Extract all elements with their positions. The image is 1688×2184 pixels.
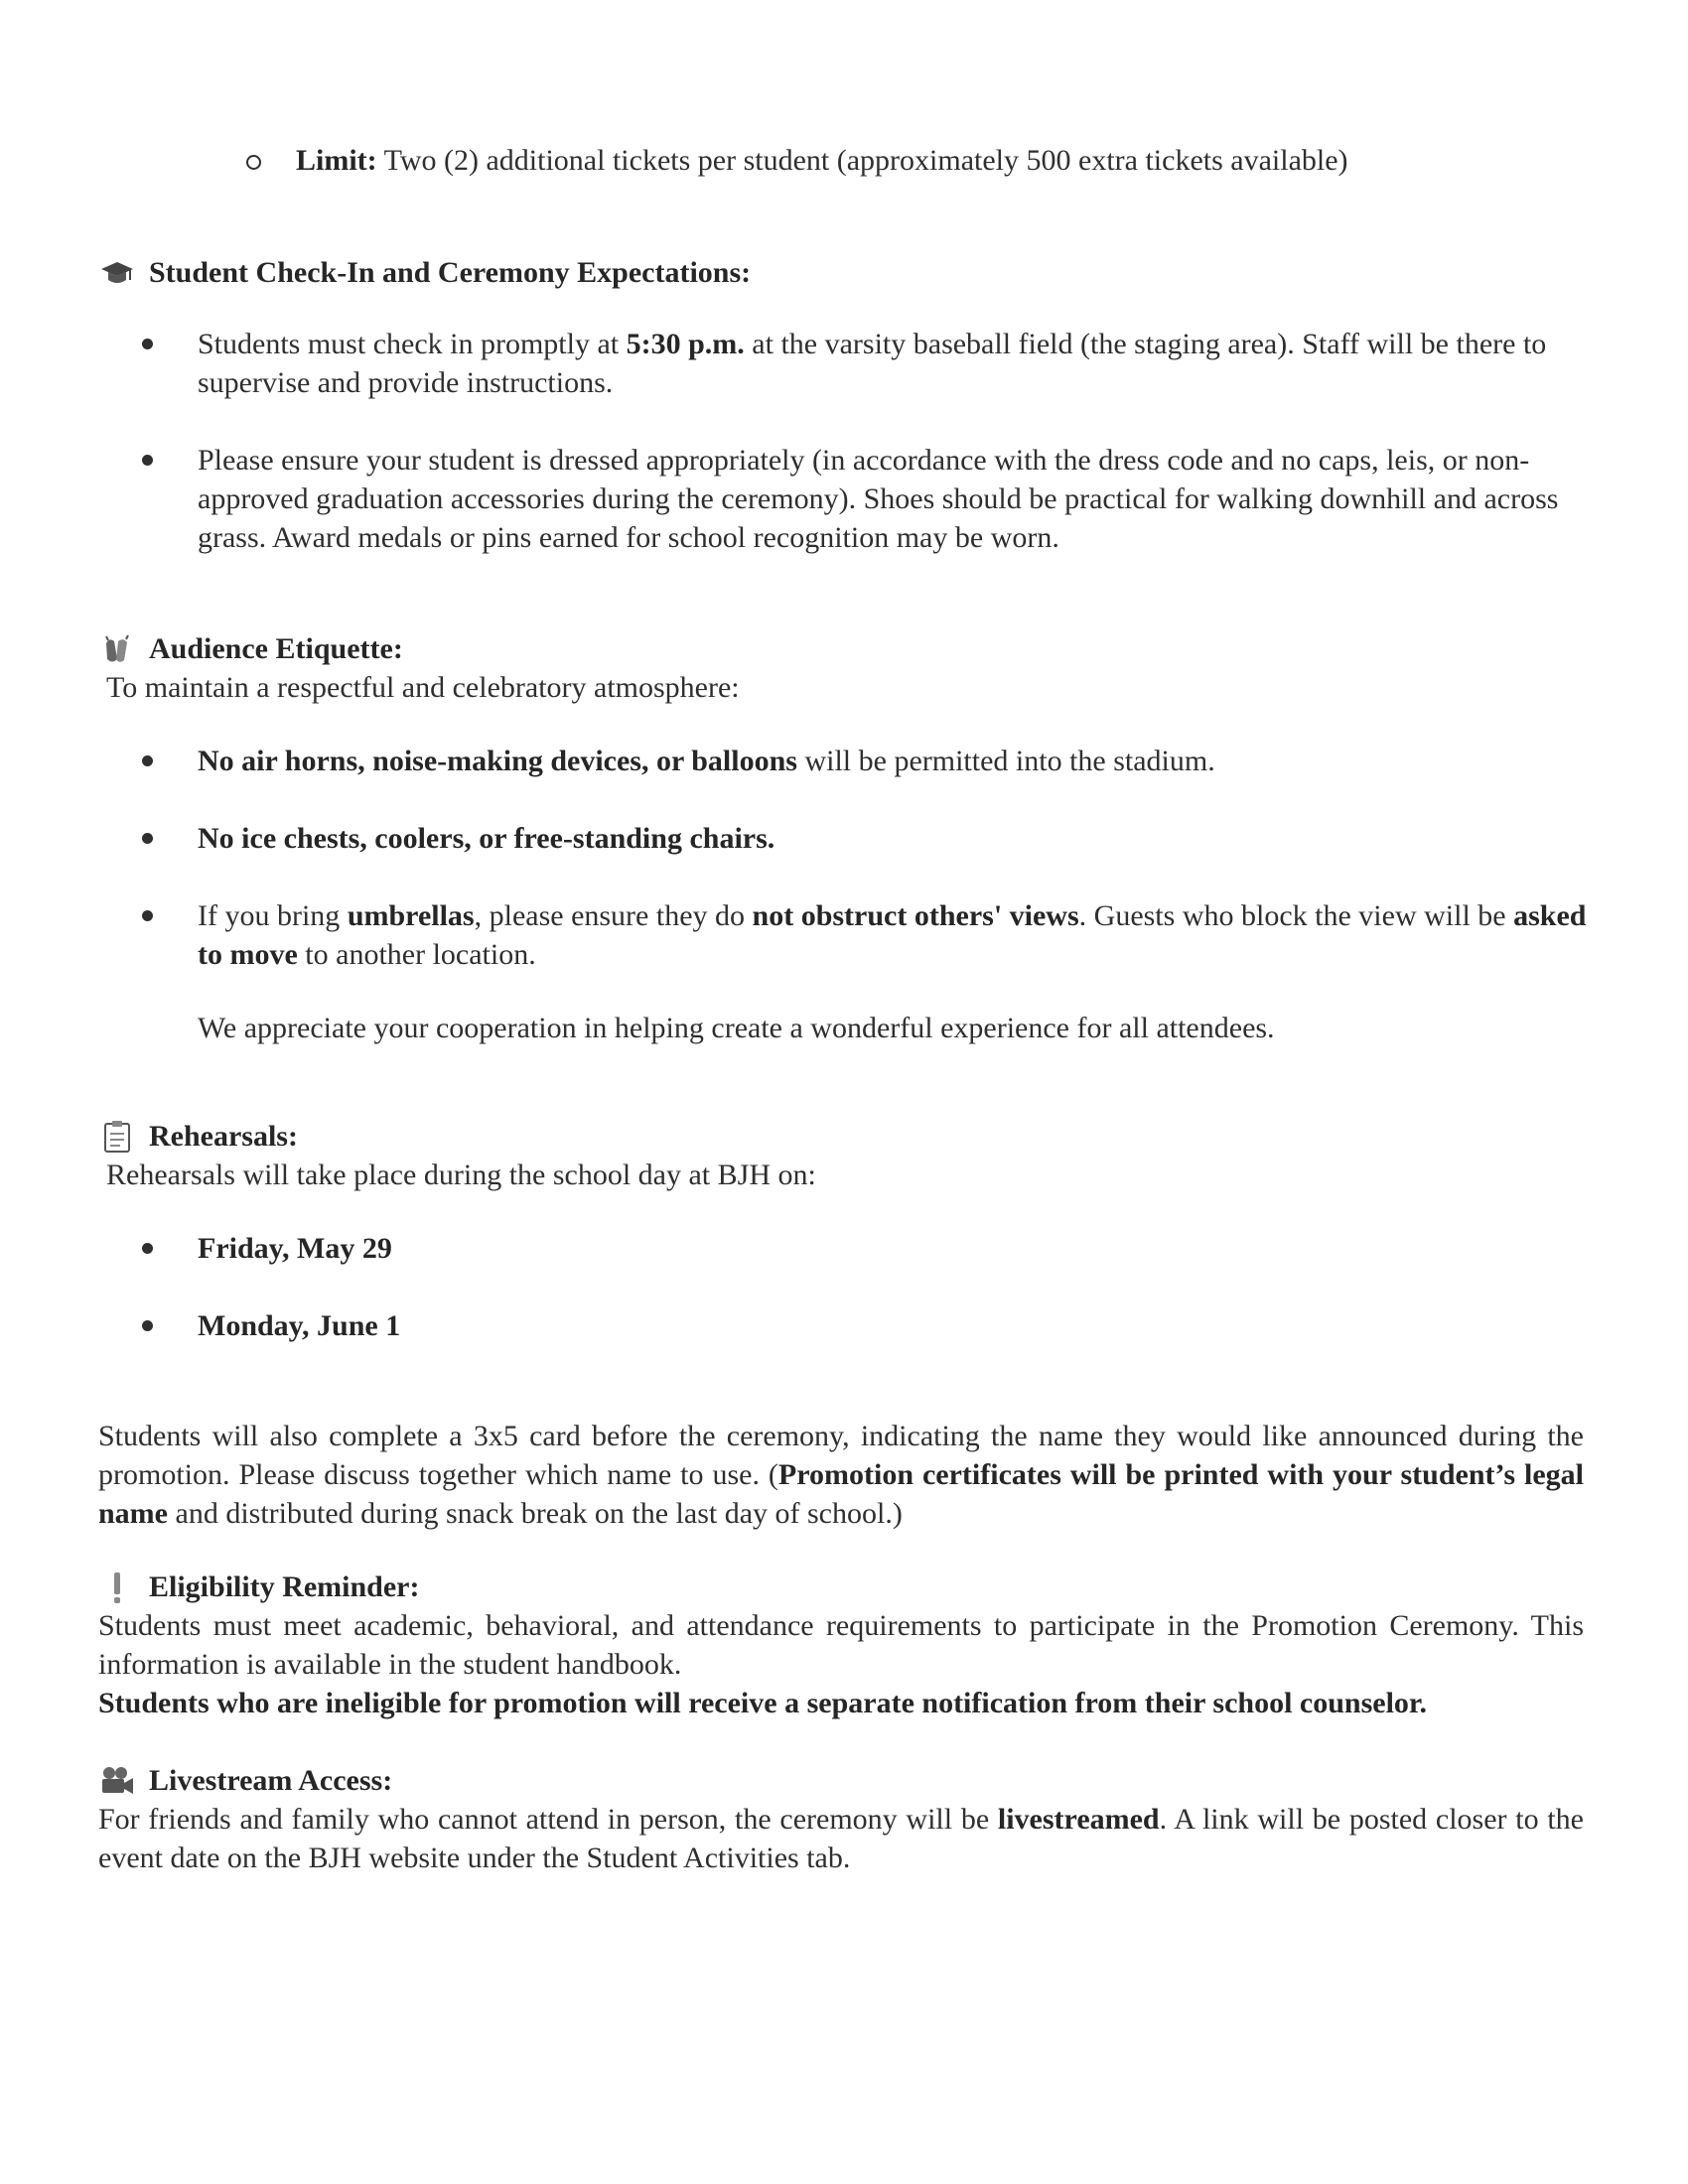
hollow-bullet-icon <box>246 155 261 170</box>
exclamation-icon <box>99 1570 135 1605</box>
livestream-heading <box>99 1761 392 1800</box>
bullet-icon <box>142 1320 153 1331</box>
bullet-icon <box>142 755 153 766</box>
etiquette-intro: To maintain a respectful and celebratory atmosphere: <box>106 671 740 704</box>
checkin-heading <box>99 253 751 292</box>
movie-camera-icon <box>99 1763 135 1799</box>
graduation-cap-icon <box>99 255 135 291</box>
bullet-icon <box>142 339 153 349</box>
bullet-icon <box>142 833 153 844</box>
checkin-heading-text: Student Check-In and Ceremony Expectations: <box>149 256 752 289</box>
eligibility-text: Students must meet academic, behavioral, and attendance requirements to participate in the Promotion Ceremony. This information is available in the student handbook. <box>98 1609 1584 1681</box>
limit-label: Limit: <box>296 144 377 177</box>
livestream-heading-text: Livestream Access: <box>149 1764 393 1797</box>
rehearsals-heading-text: Rehearsals: <box>149 1120 298 1153</box>
limit-text: Two (2) additional tickets per student (approximately 500 extra tickets available) <box>376 144 1348 177</box>
clapping-hands-icon <box>99 631 135 667</box>
clipboard-icon <box>99 1119 135 1155</box>
eligibility-bold: Students who are ineligible for promotion will receive a separate notification from their school counselor. <box>98 1687 1427 1719</box>
etiquette-heading <box>99 629 403 668</box>
rehearsals-intro: Rehearsals will take place during the school day at BJH on: <box>106 1159 816 1191</box>
card-paragraph: Students will also complete a 3x5 card before the ceremony, indicating the name they would like announced during the promotion. Please discuss together which name to use. (Promotion certificates will be printed with your student’s legal name and distributed during snack break on the last day of school.) <box>98 1420 1584 1530</box>
bullet-icon <box>142 910 153 921</box>
livestream-text: For friends and family who cannot attend in person, the ceremony will be livestreamed. A link will be posted closer to the event date on the BJH website under the Student Activities tab. <box>98 1803 1584 1874</box>
eligibility-heading <box>99 1568 420 1606</box>
etiquette-thanks: We appreciate your cooperation in helping create a wonderful experience for all attendees. <box>198 1012 1275 1044</box>
bullet-icon <box>142 1243 153 1254</box>
eligibility-heading-text: Eligibility Reminder: <box>149 1570 420 1603</box>
bullet-icon <box>142 455 153 466</box>
rehearsals-heading <box>99 1117 298 1156</box>
etiquette-heading-text: Audience Etiquette: <box>149 632 403 665</box>
